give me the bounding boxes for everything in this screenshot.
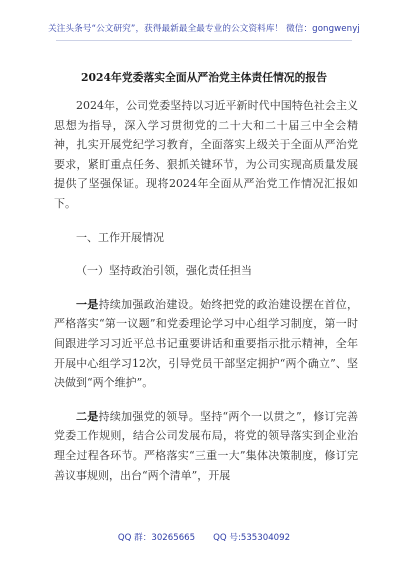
qq-number: QQ 号:535304092: [213, 533, 291, 543]
paragraph-text: 持续加强党的领导。坚持“两个一以贯之”，修订完善党委工作规则，结合公司发展布局，将党的领导落实到企业治理全过程各环节。严格落实“三重一大”集体决策制度，修订完善议事规则，出台“两个清单”，开展: [54, 409, 359, 482]
subsection-heading: （一）坚持政治引领，强化责任担当: [76, 264, 252, 278]
document-title: 2024年党委落实全面从严治党主体责任情况的报告: [81, 71, 327, 84]
top-banner: 关注头条号“公文研究”，获得最新最全最专业的公文资料库！ 微信：gongwenyj: [48, 24, 360, 34]
paragraph-text: 持续加强政治建设。始终把党的政治建设摆在首位，严格落实“第一议题”和党委理论学习中心组学习制度，第一时间跟进学习习近平总书记重要讲话和重要指示批示精神，全年开展中心组学习12次，引导党员干部坚定拥护“两个确立”、坚决做到“两个维护”。: [54, 297, 359, 390]
body-paragraph: [54, 295, 358, 393]
body-paragraph: [54, 407, 358, 485]
qq-group-number: QQ 群：30265665: [117, 533, 196, 543]
paragraph-lead: 一是: [76, 297, 99, 311]
paragraph-lead: 二是: [76, 409, 99, 423]
document-body: [54, 96, 358, 485]
intro-paragraph: 2024年，公司党委坚持以习近平新时代中国特色社会主义思想为指导，深入学习贯彻党的二十大和二十届三中全会精神，扎实开展党纪学习教育，全面落实上级关于全面从严治党要求，紧盯重点任务、狠抓关键环节，为公司实现高质量发展提供了坚强保证。现将2024年全面从严治党工作情况汇报如下。: [54, 99, 358, 210]
footer-contacts: [0, 531, 408, 543]
section-heading: 一、工作开展情况: [76, 230, 164, 244]
header-divider: [56, 40, 352, 41]
